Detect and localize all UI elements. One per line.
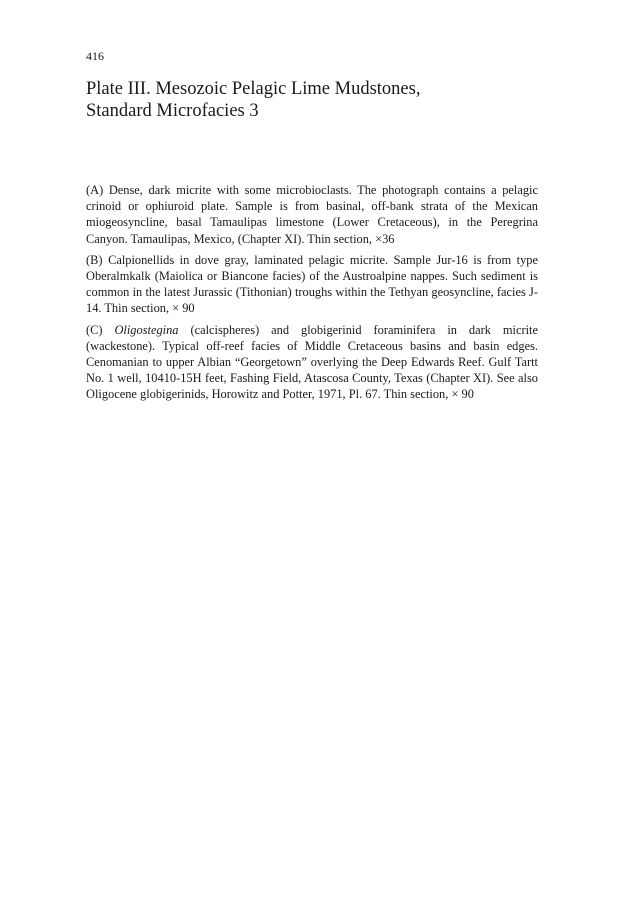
title-line-2: Standard Microfacies 3	[86, 101, 259, 121]
caption-c-label: (C)	[86, 322, 103, 337]
caption-c-taxon: Oligostegina	[114, 322, 179, 337]
caption-b-text: Calpionellids in dove gray, laminated pelagic micrite. Sample Jur-16 is from type Oberalmkalk (Maiolica or Biancone facies) of the Austroalpine nappes. Such sediment is common in the latest Jurassic (Tithonian) troughs within the Tethyan geosyncline, facies J-14. Thin section, × 90	[86, 252, 538, 316]
caption-a	[86, 182, 538, 247]
page-number: 416	[86, 49, 104, 63]
caption-b-label: (B)	[86, 252, 103, 267]
caption-c	[86, 322, 538, 403]
caption-c-text: (calcispheres) and globigerinid foraminifera in dark micrite (wackestone). Typical off-reef facies of Middle Cretaceous basins and basin edges. Cenomanian to upper Albian “Georgetown” overlying the Deep Edwards Reef. Gulf Tartt No. 1 well, 10410-15H feet, Fashing Field, Atascosa County, Texas (Chapter XI). See also Oligocene globigerinids, Horowitz and Potter, 1971, Pl. 67. Thin section, × 90	[86, 322, 538, 402]
caption-list	[86, 182, 538, 408]
page-title	[86, 78, 546, 122]
caption-b	[86, 252, 538, 317]
title-line-1: Plate III. Mesozoic Pelagic Lime Mudstones,	[86, 79, 421, 99]
caption-a-text: Dense, dark micrite with some microbioclasts. The photograph contains a pelagic crinoid or ophiuroid plate. Sample is from basinal, off-bank strata of the Mexican miogeosyncline, basal Tamaulipas limestone (Lower Cretaceous), in the Peregrina Canyon. Tamaulipas, Mexico, (Chapter XI). Thin section, ×36	[86, 183, 538, 246]
caption-a-label: (A)	[86, 183, 104, 197]
